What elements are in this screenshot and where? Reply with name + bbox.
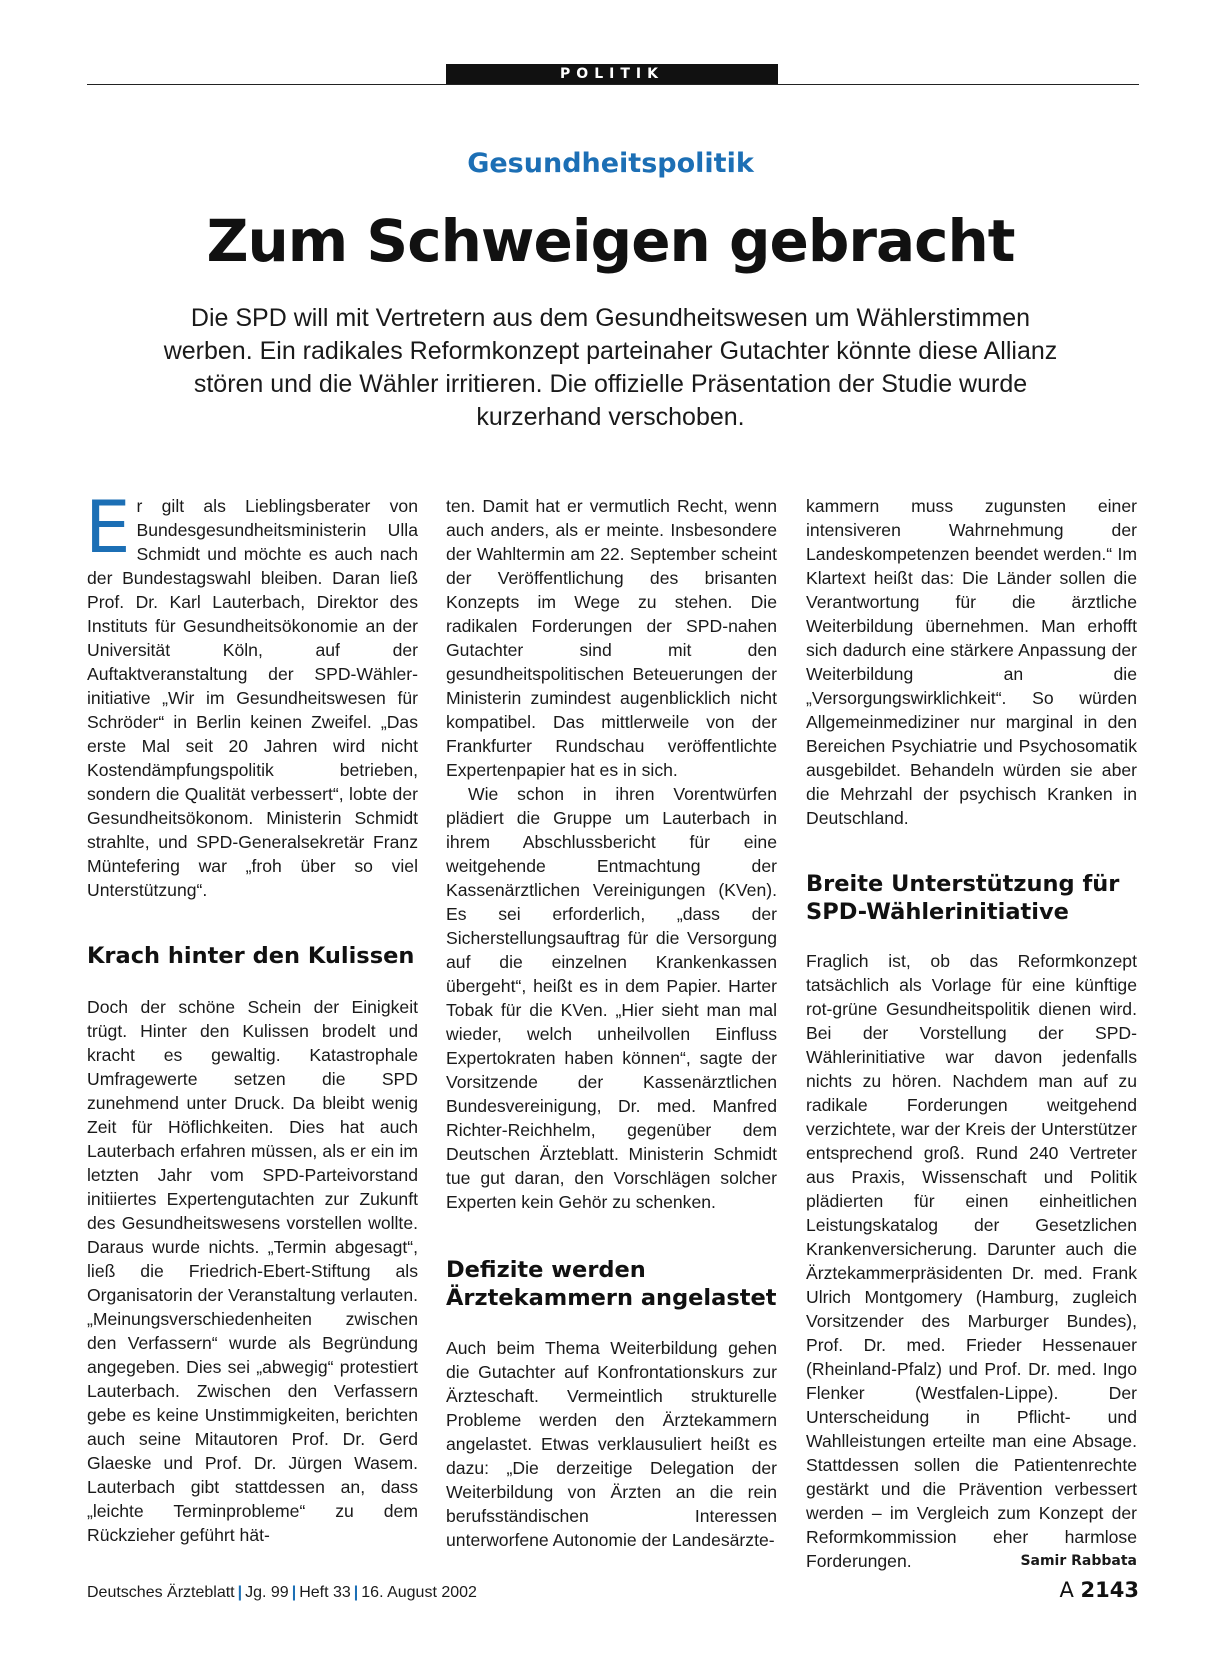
headline: Zum Schweigen gebracht xyxy=(206,207,1015,275)
kicker: Gesundheitspolitik xyxy=(467,148,754,179)
subheading: Defizite werden Ärztekammern angelastet xyxy=(446,1257,777,1311)
separator: | xyxy=(291,1584,297,1601)
page-number xyxy=(1059,1578,1139,1602)
paragraph xyxy=(806,949,1137,1573)
paragraph-text: r gilt als Lieblingsberater von Bundesgesundheitsministerin Ulla Schmidt und möchte es auch nach der Bundestagswahl bleiben. Daran ließ Prof. Dr. Karl Lauterbach, Direktor des Instituts für Gesundheitsökonomie an der Universität Köln, auf der Auftaktveranstaltung der SPD-Wähler- initiative „Wir im Gesundheitswesen für Schröder“ in Berlin keinen Zweifel. „Das erste Mal seit 20 Jahren wird nicht Kostendämpfungspolitik betrieben, sondern die Qualität verbessert“, lobte der Gesundheitsökonom. Ministerin Schmidt strahlte, und SPD-Generalsekretär Franz Müntefering war „froh über so viel Unterstützung“. xyxy=(87,496,418,900)
journal-name: Deutsches Ärzteblatt xyxy=(87,1584,235,1601)
subheading: Breite Unterstützung für SPD-Wählerinitiative xyxy=(806,871,1120,925)
drop-cap: E xyxy=(85,485,131,569)
paragraph: ten. Damit hat er vermutlich Recht, wenn auch anders, als er meinte. Insbesondere der Wahltermin am 22. September scheint der Veröffentlichung des brisanten Konzepts im Wege zu stehen. Die radikalen Forderungen der SPD-nahen Gutachter sind mit den gesundheitspolitischen Beteuerungen der Ministerin zumindest augenblicklich nicht kompatibel. Das mittlerweile von der Frankfurter Rundschau veröffentlichte Expertenpapier hat es in sich. xyxy=(446,496,777,780)
separator: | xyxy=(237,1584,243,1601)
paragraph: Auch beim Thema Weiterbildung gehen die Gutachter auf Konfrontationskurs zur Ärzteschaft. Vermeintlich strukturelle Probleme werden den Ärztekammern angelastet. Etwas verklausuliert heißt es dazu: „Die derzeitige Delegation der Weiterbildung von Ärzten an die rein berufsständischen Interessen unterworfene Autonomie der Landesärzte- xyxy=(446,1338,777,1550)
issue-date: 16. August 2002 xyxy=(361,1584,477,1601)
page-number-value: 2143 xyxy=(1080,1578,1139,1602)
separator: | xyxy=(353,1584,359,1601)
issue: Heft 33 xyxy=(299,1584,351,1601)
paragraph-text: Fraglich ist, ob das Reformkonzept tatsächlich als Vorlage für eine künftige rot-grüne Gesundheitspolitik dienen wird. Bei der Vorstellung der SPD-Wählerinitiative war davon jedenfalls nichts zu hören. Nachdem man auf zu radikale Forderungen weitgehend verzichtete, war der Kreis der Unterstützer entsprechend groß. Rund 240 Vertreter aus Praxis, Wissenschaft und Politik plädierten für einen einheitlichen Leistungskatalog der Gesetzlichen Krankenversicherung. Darunter auch die Ärztekammerpräsidenten Dr. med. Frank Ulrich Montgomery (Hamburg, zugleich Vorsitzender des Marburger Bundes), Prof. Dr. med. Frieder Hessenauer (Rheinland-Pfalz) und Prof. Dr. med. Ingo Flenker (Westfalen-Lippe). Der Unterscheidung in Pflicht- und Wahlleistungen erteilte man eine Absage. Stattdessen sollen die Patientenrechte gestärkt und die Prävention verbessert werden – im Vergleich zum Konzept der Reformkommission eher harmlose Forderungen. xyxy=(806,951,1137,1571)
paragraph: Wie schon in ihren Vorentwürfen plädiert die Gruppe um Lauterbach in ihrem Abschlussbericht für eine weitgehende Entmachtung der Kassenärztlichen Vereinigungen (KVen). Es sei erforderlich, „dass der Sicherstellungsauftrag für die Versorgung auf die einzelnen Krankenkassen übergeht“, heißt es in dem Papier. Harter Tobak für die KVen. „Hier sieht man mal wieder, welch unheilvollen Einfluss Expertokraten haben können“, sagte der Vorsitzende der Kassenärztlichen Bundesvereinigung, Dr. med. Manfred Richter-Reichhelm, gegenüber dem Deutschen Ärzteblatt. Ministerin Schmidt tue gut daran, den Vorschlägen solcher Experten kein Gehör zu schenken. xyxy=(446,784,777,1212)
section-label: POLITIK xyxy=(446,64,778,85)
lead-paragraph: Die SPD will mit Vertretern aus dem Gesundheitswesen um Wählerstimmen werben. Ein radikales Reformkonzept parteinaher Gutachter könnte diese Allianz stören und die Wähler irritieren. Die offizielle Präsentation der Studie wurde kurzerhand verschoben. xyxy=(163,304,1058,431)
page-prefix: A xyxy=(1059,1578,1074,1602)
footer-citation xyxy=(87,1584,477,1602)
column-2 xyxy=(446,494,777,1552)
column-1 xyxy=(85,485,418,1547)
column-3 xyxy=(806,494,1137,1573)
intro-paragraph xyxy=(85,485,418,902)
author-byline: Samir Rabbata xyxy=(1020,1553,1137,1569)
paragraph: Doch der schöne Schein der Einigkeit trügt. Hinter den Kulissen brodelt und kracht es gewaltig. Katastrophale Umfragewerte setzen die SPD zunehmend unter Druck. Da bleibt wenig Zeit für Höflichkeiten. Dies hat auch Lauterbach erfahren müssen, als er ein im letzten Jahr vom SPD-Parteivorstand initiiertes Expertengutachten zur Zukunft des Gesundheitswesens vorstellen wollte. Daraus wurde nichts. „Termin abgesagt“, ließ die Friedrich-Ebert-Stiftung als Organisatorin der Veranstaltung verlauten. „Meinungsverschiedenheiten zwischen den Verfassern“ wurde als Begründung angegeben. Dies sei „abwegig“ protestiert Lauterbach. Zwischen den Verfassern gebe es keine Unstimmigkeiten, berichten auch seine Mitautoren Prof. Dr. Gerd Glaeske und Prof. Dr. Jürgen Wasem. Lauterbach gibt stattdessen an, dass „leichte Terminprobleme“ zu dem Rückzieher geführt hät- xyxy=(87,997,418,1545)
volume: Jg. 99 xyxy=(245,1584,289,1601)
top-rule xyxy=(87,84,1139,85)
subheading: Krach hinter den Kulissen xyxy=(87,943,415,969)
paragraph: kammern muss zugunsten einer intensiveren Wahrnehmung der Landeskompetenzen beendet werden.“ Im Klartext heißt das: Die Länder sollen die Verantwortung für die ärztliche Weiterbildung übernehmen. Man erhofft sich dadurch eine stärkere Anpassung der Weiterbildung an die „Versorgungswirklichkeit“. So würden Allgemeinmediziner nur marginal in den Bereichen Psychiatrie und Psychosomatik ausgebildet. Behandeln würden sie aber die Mehrzahl der psychisch Kranken in Deutschland. xyxy=(806,496,1137,828)
